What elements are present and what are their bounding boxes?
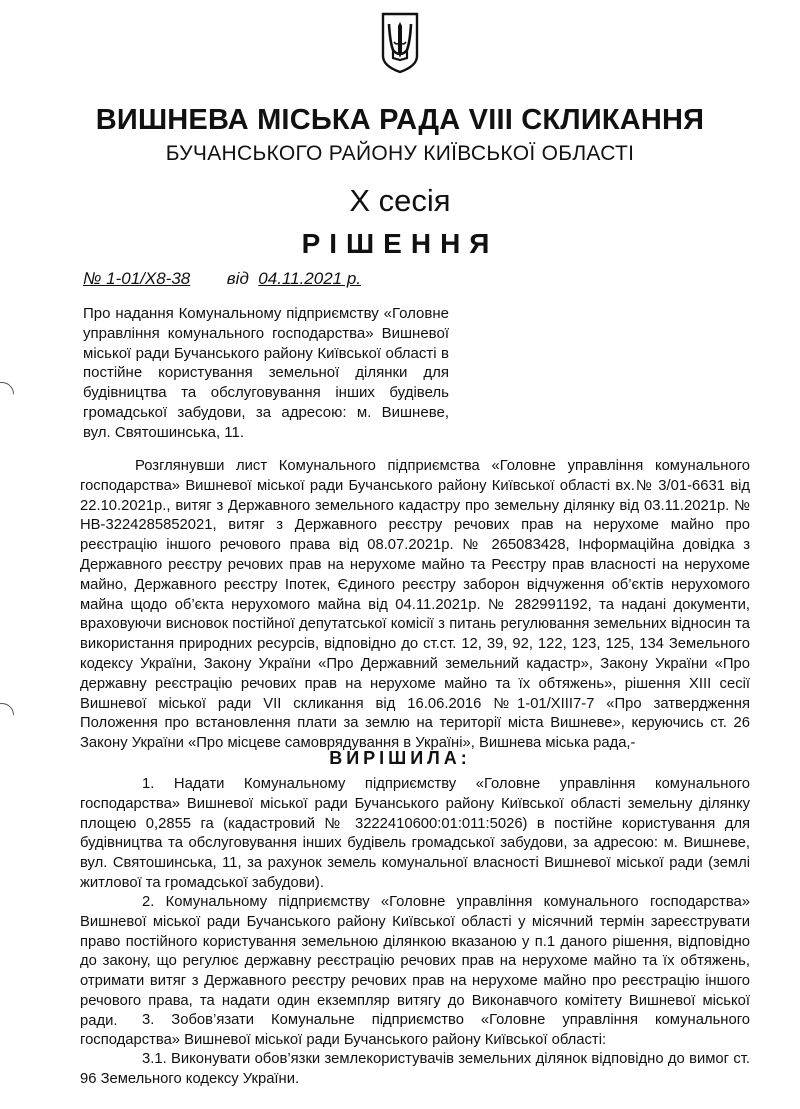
handwritten-decision-number: 38 [171, 269, 191, 288]
point-3-1-paragraph: 3.1. Виконувати обов’язки землекористувачів земельних ділянок відповідно до вимог ст. 96 Земельного кодексу України. [80, 1051, 750, 1087]
district-subheading: БУЧАНСЬКОГО РАЙОНУ КИЇВСЬКОЇ ОБЛАСТІ [165, 142, 635, 165]
session-title: X сесія [349, 183, 451, 218]
point-3-paragraph: 3. Зобов’язати Комунальне підприємство «Головне управління комунального господарства» Вишневої міської ради Бучанського району Київської області: [80, 1012, 750, 1048]
decision-subject: Про надання Комунальному підприємству «Головне управління комунального господарства» Вишневої міської ради Бучанського району Київської області в постійне користування земельної ділянки для будівництва та обслуговування інших будівель громадської забудови, за адресою: м. Вишневе, вул. Святошинська, 11. [83, 305, 449, 441]
point-1-paragraph: 1. Надати Комунальному підприємству «Головне управління комунального господарства» Вишневої міської ради Бучанського району Київської області земельну ділянку площею 0,2855 га (кадастровий № 3222410600:01:011:5026) в постійне користування для будівництва та обслуговування інших будівель громадської забудови, за адресою: м. Вишневе, вул. Святошинська, 11, за рахунок земель комунальної власності Вишневої міської ради (землі житлової та громадської забудови). [80, 776, 750, 891]
preamble-paragraph: Розглянувши лист Комунального підприємства «Головне управління комунального господарства» Вишневої міської ради Бучанського району Київської області вх.№ 3/01-6631 від 22.10.2021р., витяг з Державного земельного кадастру про земельну ділянку від 03.11.2021р. № НВ-3224285852021, витяг з Державного реєстру речових прав на нерухоме майно про реєстрацію іншого речового права від 08.07.2021р. № 265083428, Інформаційна довідка з Державного реєстру речових прав на нерухоме майно та Реєстру прав власності на нерухоме майно, Державного реєстру Іпотек, Єдиного реєстру заборон відчуження об’єктів нерухомого майна щодо об’єкта нерухомого майна від 04.11.2021р. № 282991192, та надані документи, враховуючи висновок постійної депутатської комісії з питань регулювання земельних відносин та використання природних ресурсів, відповідно до ст.ст. 12, 39, 92, 122, 123, 125, 134 Земельного кодексу України, Закону України «Про Державний земельний кадастр», Закону України «Про державну реєстрацію речових прав на нерухоме майно та їх обтяжень», рішення XIII сесії Вишневої міської ради VII скликання від 16.06.2016 №1-01/XIII7-7 «Про затвердження Положення про встановлення плати за землю на території міста Вишневе», керуючись ст. 26 Закону України «Про місцеве самоврядування в Україні», Вишнева міська рада,- [80, 458, 750, 752]
document-type-title: РІШЕННЯ [301, 228, 499, 259]
decision-number-line [83, 269, 361, 289]
resolved-heading: ВИРІШИЛА: [329, 748, 471, 768]
date-label: від [226, 269, 249, 288]
decision-date: 04.11.2021 р. [258, 269, 362, 288]
punch-hole-mark [0, 698, 19, 732]
punch-hole-mark [0, 377, 19, 411]
point-2-paragraph: 2. Комунальному підприємству «Головне управління комунального господарства» Вишневої міської ради Бучанського району Київської області у місячний термін зареєструвати право постійного користування земельною ділянкою вказаною у п.1 даного рішення, відповідно до закону, що регулює державну реєстрацію речових прав на нерухоме майно та їх обтяжень, отримати витяг з Державного реєстру речових прав на нерухоме майно про реєстрацію іншого речового права, та надати один екземпляр витягу до Виконавчого комітету Вишневої міської ради. [80, 894, 750, 1029]
decision-number-prefix: № 1-01/X8- [83, 269, 172, 288]
trident-coat-of-arms-icon [381, 12, 419, 74]
council-name-heading: ВИШНЕВА МІСЬКА РАДА VIII СКЛИКАННЯ [95, 104, 705, 136]
